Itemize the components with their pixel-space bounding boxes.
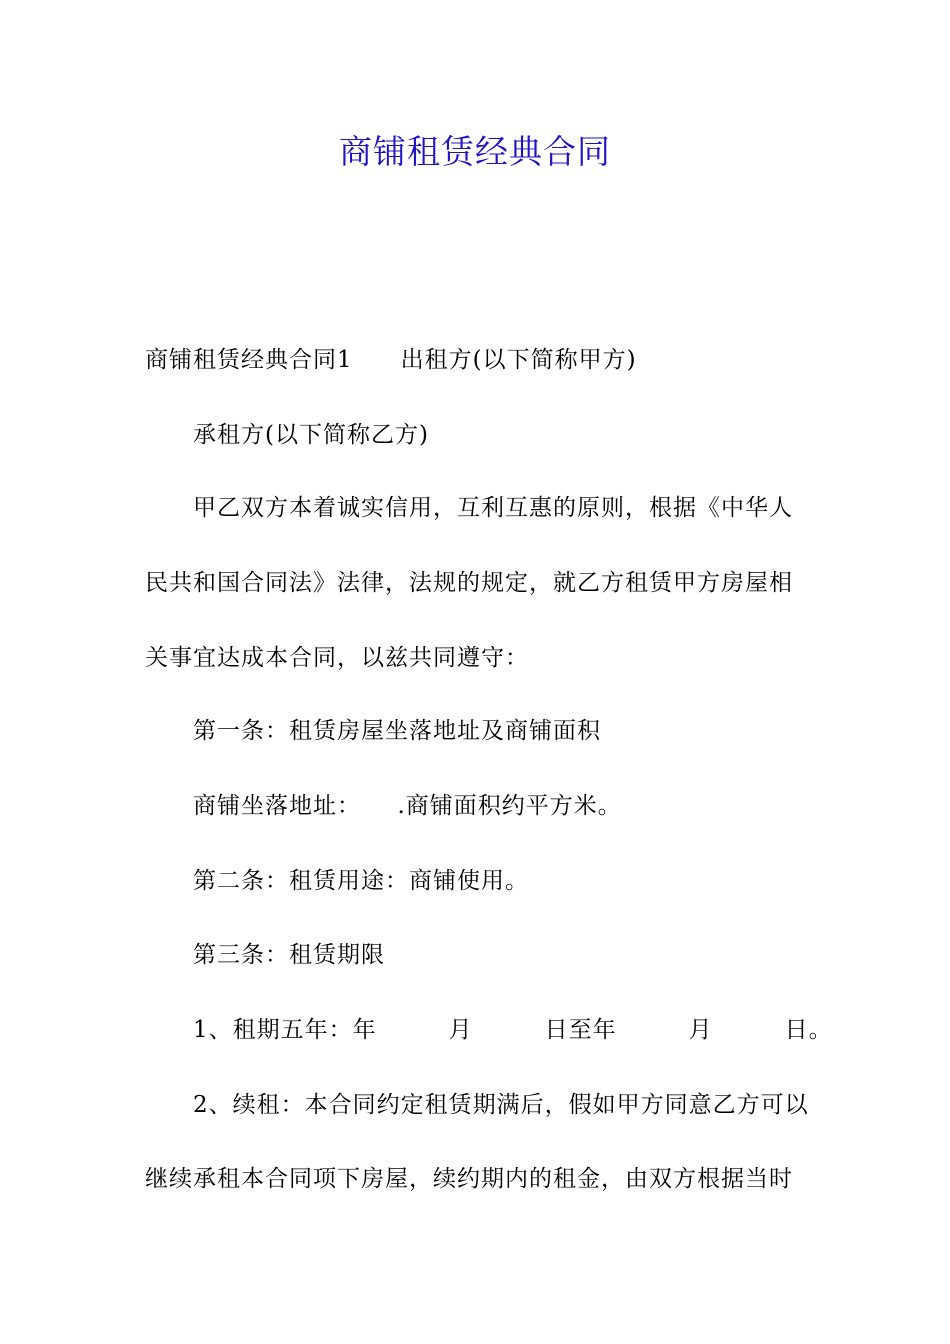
paragraph-intro-line-2: 民共和国合同法》法律，法规的规定，就乙方租赁甲方房屋相 — [145, 570, 793, 596]
contract-heading-line: 商铺租赁经典合同1 出租方(以下简称甲方) — [145, 347, 637, 373]
article-1-address: 商铺坐落地址： .商铺面积约平方米。 — [193, 793, 622, 819]
paragraph-intro-line-1: 甲乙双方本着诚实信用，互利互惠的原则，根据《中华人 — [193, 495, 793, 521]
article-3-item-1: 1、租期五年：年 月 日至年 月 日。 — [193, 1017, 833, 1043]
article-3-item-2-line-2: 继续承租本合同项下房屋，续约期内的租金，由双方根据当时 — [145, 1166, 793, 1192]
article-1-heading: 第一条：租赁房屋坐落地址及商铺面积 — [193, 718, 601, 744]
document-title: 商铺租赁经典合同 — [339, 132, 611, 171]
article-3-heading: 第三条：租赁期限 — [193, 942, 385, 968]
article-3-item-2-line-1: 2、续租：本合同约定租赁期满后，假如甲方同意乙方可以 — [193, 1092, 809, 1118]
paragraph-intro-line-3: 关事宜达成本合同，以兹共同遵守： — [145, 645, 529, 671]
paragraph-lessee: 承租方(以下简称乙方) — [193, 422, 429, 448]
article-2-heading: 第二条：租赁用途：商铺使用。 — [193, 868, 529, 894]
